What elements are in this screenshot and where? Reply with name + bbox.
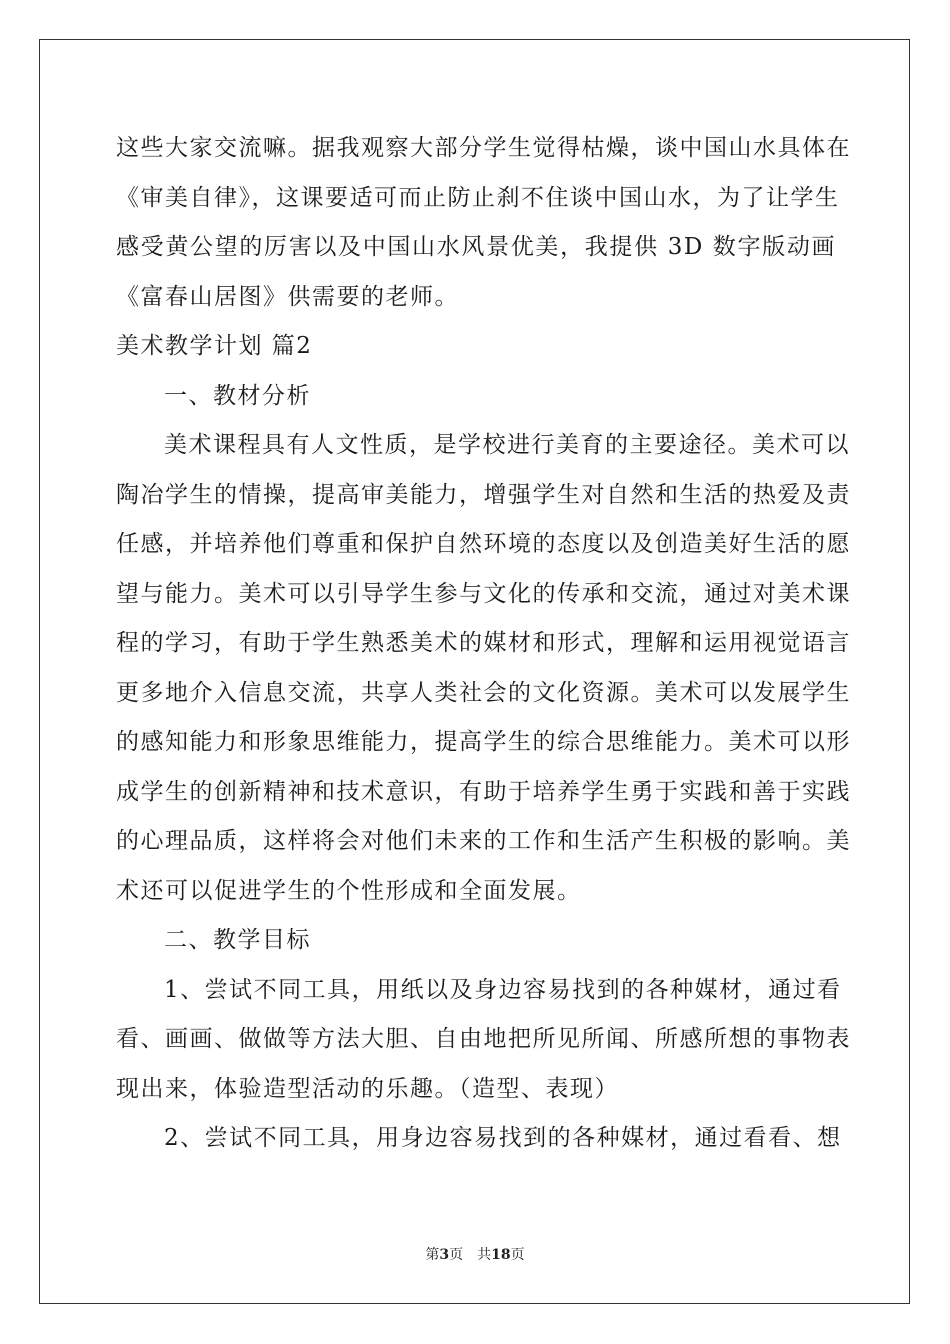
paragraph-line: 看、画画、做做等方法大胆、自由地把所见所闻、所感所想的事物表 [116,1026,851,1052]
paragraph-line: 望与能力。美术可以引导学生参与文化的传承和交流，通过对美术课 [116,580,851,607]
footer-suffix: 页 [510,1247,525,1263]
paragraph-line: 陶冶学生的情操，提高审美能力，增强学生对自然和生活的热爱及责 [116,481,851,508]
paragraph-line: 更多地介入信息交流，共享人类社会的文化资源。美术可以发展学生 [116,679,851,706]
paragraph-line: 任感，并培养他们尊重和保护自然环境的态度以及创造美好生活的愿 [116,531,851,557]
footer-mid: 页 共 [449,1247,492,1263]
paragraph-line: 2、尝试不同工具，用身边容易找到的各种媒材，通过看看、想 [164,1125,842,1151]
paragraph-line: 《审美自律》，这课要适可而止防止刹不住谈中国山水，为了让学生 [116,184,840,211]
footer-prefix: 第 [425,1247,440,1263]
paragraph-line: 这些大家交流嘛。据我观察大部分学生觉得枯燥，谈中国山水具体在 [116,135,851,161]
page-footer [0,1244,950,1264]
paragraph-line: 程的学习，有助于学生熟悉美术的媒材和形式，理解和运用视觉语言 [116,630,851,656]
heading-teaching-goals: 二、教学目标 [164,927,311,953]
paragraph-line: 的感知能力和形象思维能力，提高学生的综合思维能力。美术可以形 [116,729,851,755]
paragraph-line: 感受黄公望的厉害以及中国山水风景优美，我提供 3D 数字版动画 [116,234,836,260]
footer-total-pages: 18 [491,1247,511,1263]
paragraph-line: 《富春山居图》供需要的老师。 [116,283,459,310]
footer-page-number: 3 [439,1247,450,1263]
paragraph-line: 成学生的创新精神和技术意识，有助于培养学生勇于实践和善于实践 [116,778,851,805]
paragraph-line: 的心理品质，这样将会对他们未来的工作和生活产生积极的影响。美 [116,828,851,854]
paragraph-line: 现出来，体验造型活动的乐趣。（造型、表现） [116,1075,619,1102]
heading-teaching-material-analysis: 一、教材分析 [164,382,311,409]
paragraph-line: 美术课程具有人文性质，是学校进行美育的主要途径。美术可以 [164,432,850,458]
paragraph-line: 术还可以促进学生的个性形成和全面发展。 [116,877,582,904]
section-title: 美术教学计划 篇2 [116,333,313,359]
document-body [116,124,851,1164]
paragraph-line: 1、尝试不同工具，用纸以及身边容易找到的各种媒材，通过看 [164,976,842,1003]
